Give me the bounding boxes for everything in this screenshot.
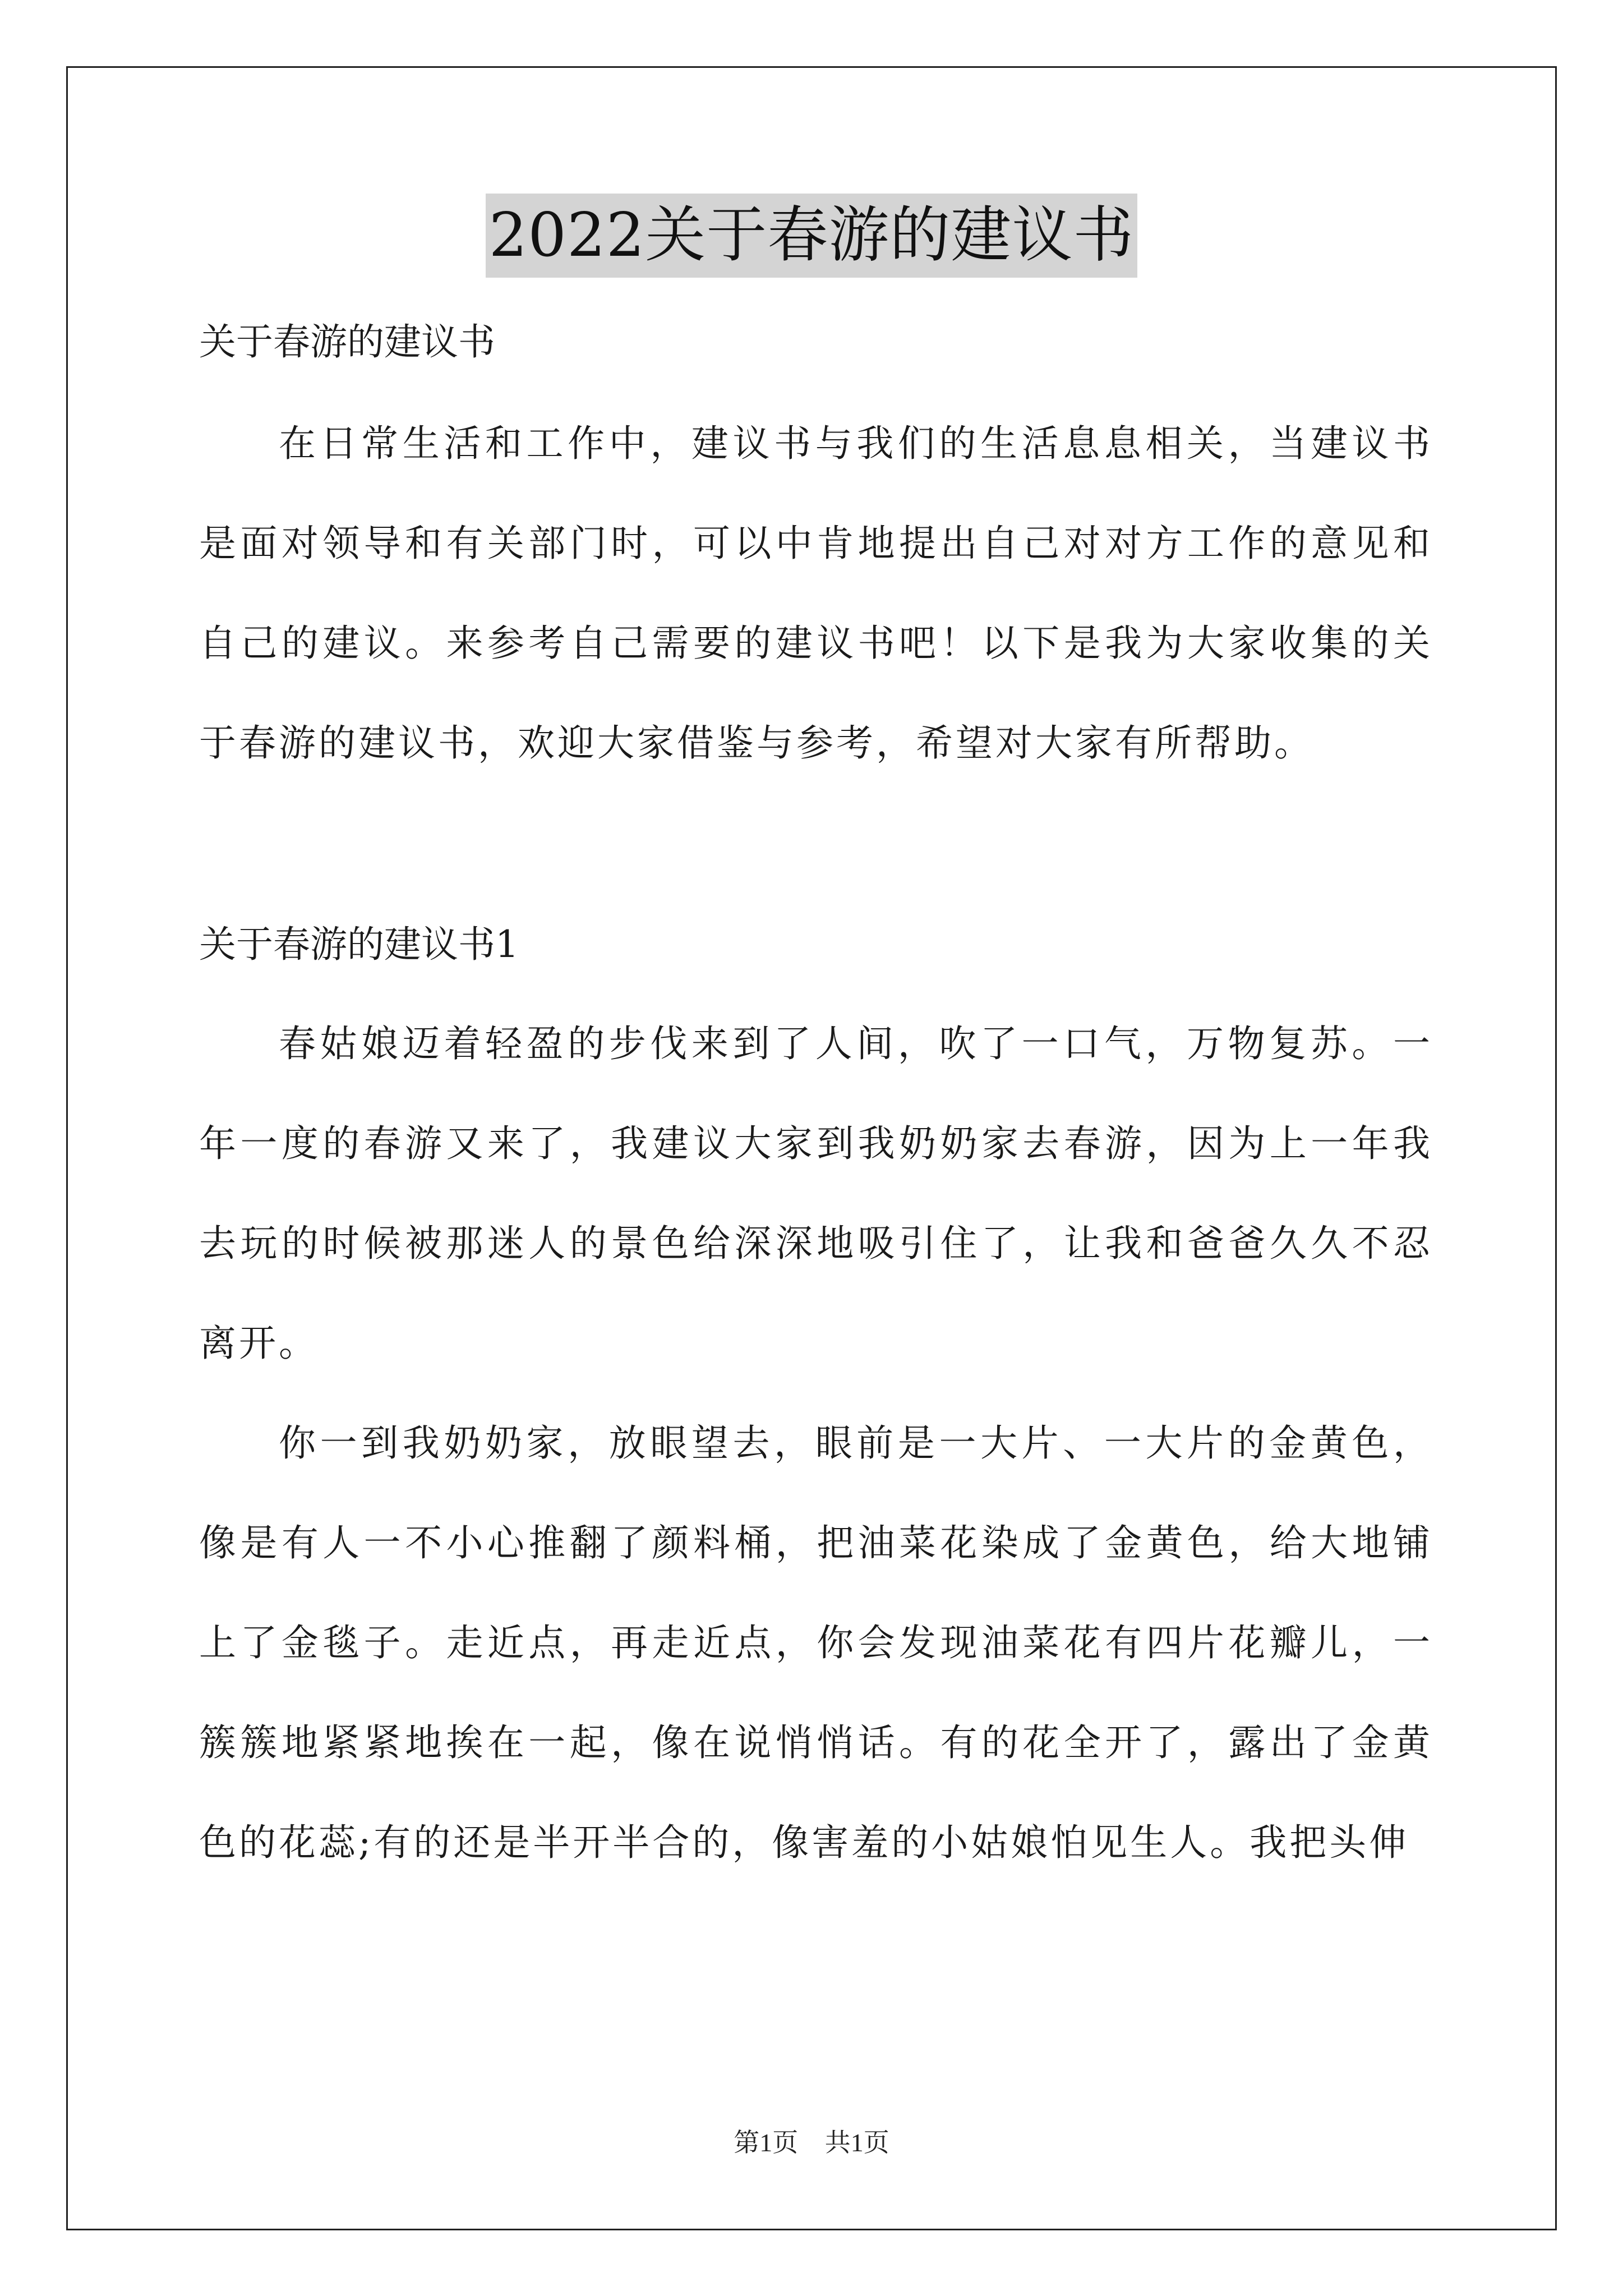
intro-heading: 关于春游的建议书 — [199, 320, 495, 364]
section1-paragraph-2: 你一到我奶奶家，放眼望去，眼前是一大片、一大片的金黄色，像是有人一不小心推翻了颜料桶，把油菜花染成了金黄色，给大地铺上了金毯子。走近点，再走近点，你会发现油菜花有四片花瓣儿，一簇簇地紧紧地挨在一起，像在说悄悄话。有的花全开了，露出了金黄色的花蕊;有的还是半开半合的，像害羞的小姑娘怕见生人。我把头伸 — [199, 1421, 1433, 1864]
spacer — [199, 793, 1433, 905]
document-body — [199, 303, 1433, 1893]
section1-paragraph-1: 春姑娘迈着轻盈的步伐来到了人间，吹了一口气，万物复苏。一年一度的春游又来了，我建议大家到我奶奶家去春游，因为上一年我去玩的时候被那迷人的景色给深深地吸引住了，让我和爸爸久久不忍离开。 — [199, 1022, 1433, 1365]
page-footer — [0, 2126, 1623, 2160]
intro-paragraph: 在日常生活和工作中，建议书与我们的生活息息相关，当建议书是面对领导和有关部门时，可以中肯地提出自己对对方工作的意见和自己的建议。来参考自己需要的建议书吧！以下是我为大家收集的关于春游的建议书，欢迎大家借鉴与参考，希望对大家有所帮助。 — [199, 422, 1433, 765]
spacer — [199, 984, 1433, 994]
section1-heading: 关于春游的建议书1 — [199, 923, 519, 966]
title-wrap — [0, 194, 1623, 278]
page-number-current: 第1页 — [734, 2128, 799, 2157]
spacer — [199, 381, 1433, 394]
document-title: 2022关于春游的建议书 — [486, 194, 1138, 278]
page-number-total: 共1页 — [824, 2128, 889, 2157]
